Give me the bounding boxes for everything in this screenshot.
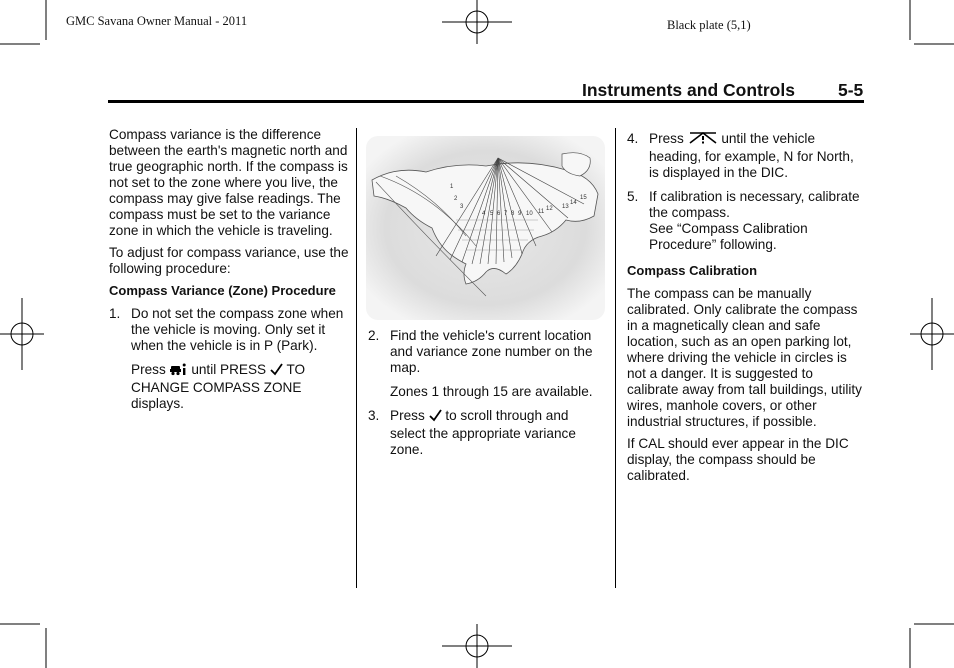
page-number: 5-5 — [838, 80, 864, 100]
column-divider-2 — [615, 128, 616, 588]
step-number: 1. — [109, 306, 121, 321]
zone-label: 15 — [580, 195, 587, 201]
calibration-heading: Compass Calibration — [627, 263, 758, 278]
adjust-paragraph: To adjust for compass variance, use the following procedure: — [109, 245, 349, 276]
zone-label: 9 — [518, 211, 522, 217]
step-4 — [627, 131, 865, 181]
step-1 — [109, 306, 349, 354]
step-text: If calibration is necessary, calibrate the compass. — [649, 189, 860, 220]
step-see-reference: See “Compass Calibration Procedure” following. — [649, 221, 808, 252]
section-title: Instruments and Controls — [582, 80, 795, 100]
until-text: until PRESS — [191, 362, 267, 377]
step-text: until the vehicle heading, for example, N for North, is displayed in the DIC. — [649, 131, 854, 180]
zone-label: 12 — [546, 206, 553, 212]
step-number: 2. — [368, 328, 380, 343]
checkmark-icon — [270, 363, 283, 380]
press-word: Press — [649, 131, 684, 146]
step-number: 3. — [368, 408, 380, 423]
trip-fuel-icon — [688, 131, 718, 149]
zone-label: 6 — [497, 211, 501, 217]
step-5 — [627, 189, 865, 253]
step-2 — [368, 328, 604, 376]
step-text: to scroll through and select the appropriate variance zone. — [390, 408, 576, 457]
zone-label: 1 — [450, 184, 454, 190]
zones-note: Zones 1 through 15 are available. — [390, 384, 593, 399]
step-text: Find the vehicle's current location and variance zone number on the map. — [390, 328, 593, 375]
step-text: Do not set the compass zone when the vehicle is moving. Only set it when the vehicle is in P (Park). — [131, 306, 344, 353]
zone-label: 8 — [511, 211, 515, 217]
vehicle-info-icon — [170, 363, 188, 380]
step-3 — [368, 408, 604, 458]
zone-label: 10 — [526, 211, 533, 217]
compass-variance-zone-map — [366, 136, 605, 320]
column-2 — [368, 328, 604, 466]
zone-label: 11 — [538, 209, 545, 215]
procedure-heading: Compass Variance (Zone) Procedure — [109, 283, 336, 298]
step-number: 5. — [627, 189, 639, 204]
manual-title: GMC Savana Owner Manual - 2011 — [66, 14, 248, 28]
press-word: Press — [390, 408, 425, 423]
header-rule — [108, 100, 864, 103]
zone-label: 4 — [482, 211, 486, 217]
checkmark-icon — [429, 409, 442, 426]
zone-label: 5 — [490, 211, 494, 217]
zone-label: 13 — [562, 204, 569, 210]
cal-paragraph: If CAL should ever appear in the DIC display, the compass should be calibrated. — [627, 436, 849, 483]
to-change-text: TO CHANGE COMPASS ZONE displays. — [131, 362, 306, 411]
step-1-press — [109, 362, 349, 412]
zone-label: 3 — [460, 204, 464, 210]
intro-paragraph: Compass variance is the difference between the earth's magnetic north and true geographic north. If the compass is not set to the zone where you live, the compass may give false readings. The compass must be set to the variance zone in which the vehicle is traveling. — [109, 127, 348, 238]
plate-label: Black plate (5,1) — [667, 18, 751, 32]
press-word: Press — [131, 362, 166, 377]
zone-label: 2 — [454, 196, 458, 202]
zone-label: 7 — [504, 211, 508, 217]
calibration-paragraph: The compass can be manually calibrated. Only calibrate the compass in a magnetically clean and safe location, such as an open parking lot, where driving the vehicle in circles is not a danger. It is suggested to calibrate away from tall buildings, utility wires, manhole covers, or other industrial structures, if possible. — [627, 286, 862, 429]
column-1 — [109, 127, 349, 420]
column-divider-1 — [356, 128, 357, 588]
zone-label: 14 — [570, 200, 577, 206]
step-number: 4. — [627, 131, 639, 146]
column-3 — [627, 131, 865, 490]
